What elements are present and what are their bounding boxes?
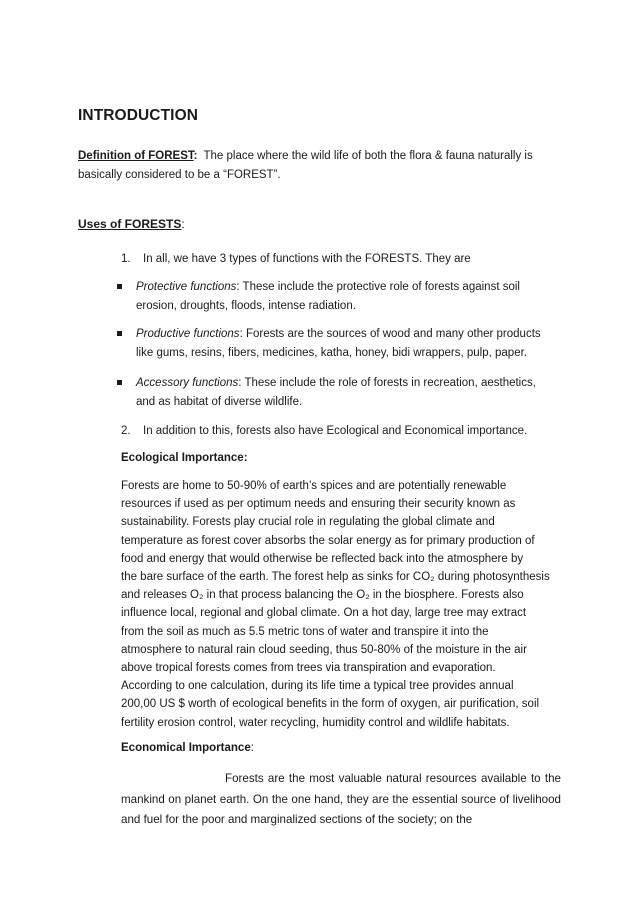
bullet-term: Protective functions xyxy=(136,281,237,293)
numbered-item-number: 2. xyxy=(121,425,131,437)
bullet-term: Accessory functions xyxy=(136,377,239,389)
numbered-item-number: 1. xyxy=(121,253,131,265)
text-line: above tropical forests comes from trees via transpiration and evaporation. xyxy=(121,662,496,675)
text-line: from the soil as much as 5.5 metric tons of water and transpire it into the xyxy=(121,625,489,638)
text-line: According to one calculation, during its life time a typical tree provides annual xyxy=(121,680,514,693)
numbered-item-2 xyxy=(121,422,571,441)
ecological-heading: Ecological Importance: xyxy=(121,452,248,464)
definition-paragraph xyxy=(78,147,573,185)
economical-paragraph: Forests are the most valuable natural resources available to the mankind on planet earth. On the one hand, they are the essential source of livelihood and fuel for the poor and marginalized sections of the society; on the xyxy=(121,772,561,826)
economical-colon: : xyxy=(250,742,254,754)
definition-colon: : xyxy=(193,150,198,162)
bullet-term: Productive functions xyxy=(136,328,240,340)
text-line: temperature as forest cover absorbs the solar energy as for primary production of xyxy=(121,534,535,547)
ecological-paragraph xyxy=(121,477,567,732)
page-title: INTRODUCTION xyxy=(78,107,199,124)
uses-heading xyxy=(78,217,185,231)
bullet-text: : These include the role of forests in recreation, aesthetics, and as habitat of diverse wildlife. xyxy=(136,377,536,408)
text-line: atmosphere to natural rain cloud seeding, thus 50-80% of the moisture in the air xyxy=(121,643,527,656)
text-line: and releases O₂ in that process balancing the O₂ in the biosphere. Forests also xyxy=(121,589,524,602)
economical-title: Economical Importance xyxy=(121,742,251,754)
numbered-item-text: In addition to this, forests also have Ecological and Economical importance. xyxy=(143,425,528,437)
square-bullet-icon xyxy=(117,284,122,289)
bullet-text: : These include the protective role of forests against soil erosion, droughts, floods, intense radiation. xyxy=(136,281,520,312)
economical-heading xyxy=(121,742,254,754)
text-line: fertility erosion control, water recycling, humidity control and wildlife habitats. xyxy=(121,716,510,729)
text-line: 200,00 US $ worth of ecological benefits in the form of oxygen, air purification, soil xyxy=(121,698,540,711)
bullet-item-productive xyxy=(117,325,547,363)
numbered-item-text: In all, we have 3 types of functions with the FORESTS. They are xyxy=(143,253,471,265)
uses-colon: : xyxy=(181,217,185,231)
text-line: influence local, regional and global climate. On a hot day, large tree may extract xyxy=(121,607,527,620)
square-bullet-icon xyxy=(117,380,122,385)
numbered-item-1 xyxy=(121,250,571,269)
text-line: sustainability. Forests play crucial role in regulating the global climate and xyxy=(121,516,495,529)
bullet-text: : Forests are the sources of wood and many other products like gums, resins, fibers, medicines, katha, honey, bidi wrappers, pulp, paper. xyxy=(136,328,541,359)
text-line: Forests are home to 50-90% of earth’s spices and are potentially renewable xyxy=(121,480,507,492)
text-line: food and energy that would otherwise be reflected back into the atmosphere by xyxy=(121,552,524,565)
definition-text: The place where the wild life of both the flora & fauna naturally is basically considered to be a “FOREST”. xyxy=(78,150,533,181)
uses-label: Uses of FORESTS xyxy=(78,217,182,231)
bullet-item-accessory xyxy=(117,374,547,412)
square-bullet-icon xyxy=(117,331,122,336)
bullet-item-protective xyxy=(117,278,547,316)
text-line: the bare surface of the earth. The forest help as sinks for CO₂ during photosynthesis xyxy=(121,571,550,584)
text-line: resources if used as per optimum needs and ensuring their security known as xyxy=(121,498,516,511)
definition-label: Definition of FOREST xyxy=(78,150,194,162)
